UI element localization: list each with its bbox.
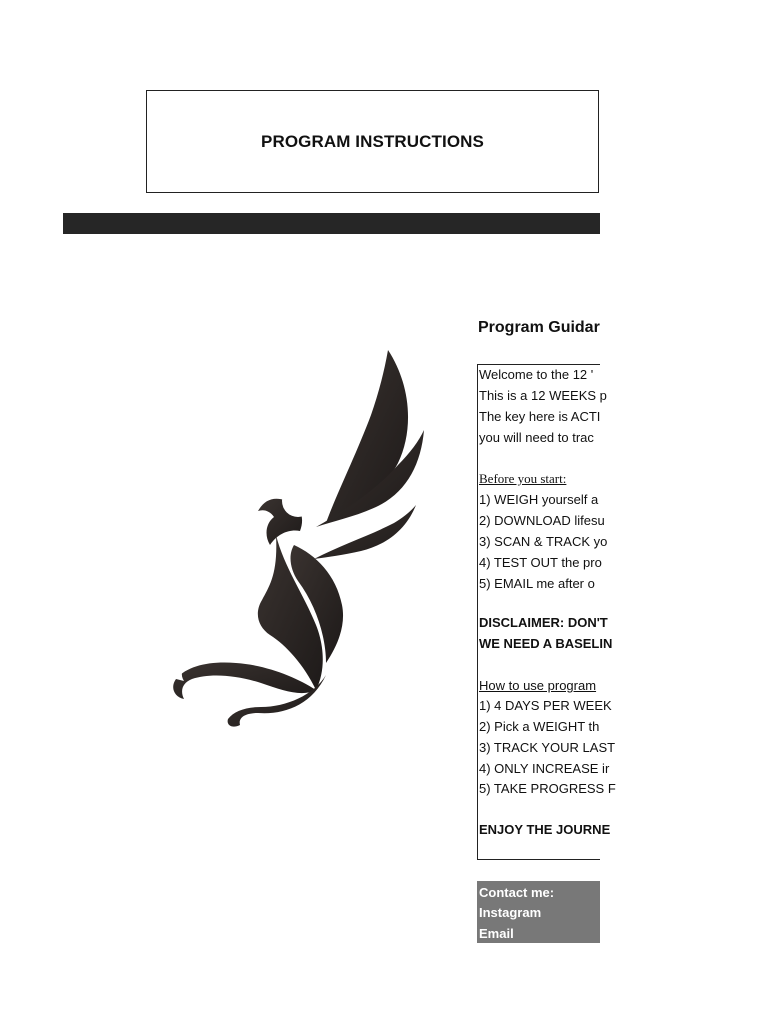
closing-line: ENJOY THE JOURNE [479,822,611,837]
how-item-3: 3) TRACK YOUR LAST [479,740,616,755]
header-divider-bar [63,213,600,234]
how-item-4: 4) ONLY INCREASE ir [479,761,610,776]
before-item-3: 3) SCAN & TRACK yo [479,534,608,549]
page-title: PROGRAM INSTRUCTIONS [261,131,484,151]
instagram-link[interactable]: Instagram [479,905,542,920]
program-guidance-heading: Program Guidar [478,319,600,336]
intro-line-1: Welcome to the 12 ' [479,367,594,382]
how-item-2: 2) Pick a WEIGHT th [479,719,600,734]
intro-line-2: This is a 12 WEEKS p [479,388,607,403]
disclaimer-line-2: WE NEED A BASELIN [479,636,613,651]
before-item-4: 4) TEST OUT the pro [479,555,602,570]
before-item-2: 2) DOWNLOAD lifesu [479,513,605,528]
intro-line-4: you will need to trac [479,430,594,445]
contact-box [477,881,600,943]
title-box [146,90,599,193]
email-link[interactable]: Email [479,926,514,941]
how-item-5: 5) TAKE PROGRESS F [479,781,616,796]
before-item-1: 1) WEIGH yourself a [479,492,599,507]
intro-line-3: The key here is ACTI [479,409,601,424]
before-start-heading: Before you start: [479,471,567,486]
how-item-1: 1) 4 DAYS PER WEEK [479,698,612,713]
contact-label: Contact me: [479,885,555,900]
disclaimer-line-1: DISCLAIMER: DON'T [479,615,608,630]
before-item-5: 5) EMAIL me after o [479,576,595,591]
program-guidance-box [477,364,616,860]
how-to-use-heading: How to use program [479,678,597,693]
phoenix-logo-icon [166,345,428,730]
